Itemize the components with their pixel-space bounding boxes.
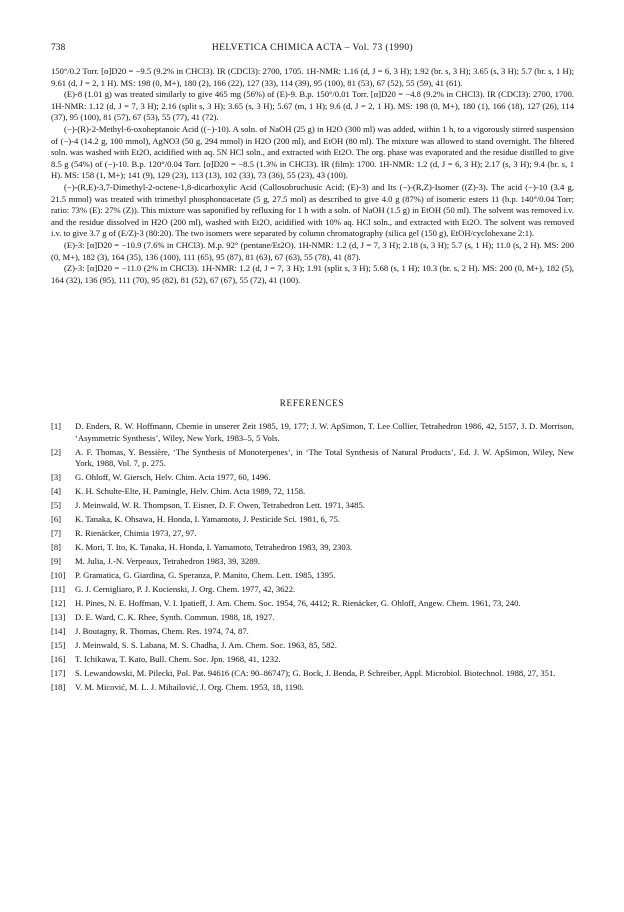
reference-item xyxy=(51,640,574,652)
reference-number: [4] xyxy=(51,486,62,497)
reference-text: V. M. Micović, M. L. J. Mihailović, J. Org. Chem. 1953, 18, 1190. xyxy=(75,681,304,692)
reference-item xyxy=(51,528,574,540)
reference-item xyxy=(51,570,574,582)
reference-item xyxy=(51,514,574,526)
reference-text: D. E. Ward, C. K. Rhee, Synth. Commun. 1988, 18, 1927. xyxy=(75,612,275,622)
paragraph: 150°/0.2 Torr. [α]D20 = −9.5 (9.2% in CHCl3). IR (CDCl3): 2700, 1705. 1H-NMR: 1.16 (d, J = 6, 3 H); 1.92 (br. s, 3 H); 3.65 (s, 3 H); 5.7 (br. s, 1 H); 9.61 (d, J = 2, 1 H). MS: 198 (0, M+), 180 (2), 166 (22), 127 (33), 114 (39), 95 (100), 81 (53), 67 (52), 55 (59), 41 (61). xyxy=(51,66,574,88)
reference-number: [2] xyxy=(51,446,62,457)
reference-item xyxy=(51,472,574,484)
reference-text: K. H. Schulte-Elte, H. Pamingle, Helv. Chim. Acta 1989, 72, 1158. xyxy=(75,486,306,497)
paragraph: (E)-8 (1.01 g) was treated similarly to give 465 mg (56%) of (E)-9. B.p. 150°/0.01 Torr. [α]D20 = −4.8 (9.2% in CHCl3). IR (CDCl3): 2700, 1700. 1H-NMR: 1.12 (d, J = 7, 3 H); 2.16 (split s, 3 H); 3.65 (s, 3 H); 5.67 (m, 1 H); 9.6 (d, J = 2, 1 H). MS: 198 (0, M+), 180 (1), 166 (18), 127 (26), 114 (37), 95 (100), 81 (57), 67 (53), 55 (77), 41 (72). xyxy=(51,89,574,123)
reference-item xyxy=(51,584,574,596)
reference-number: [14] xyxy=(51,625,66,636)
reference-item xyxy=(51,626,574,638)
reference-text: M. Julia, J.-N. Verpeaux, Tetrahedron 1983, 39, 3289. xyxy=(75,556,261,567)
reference-text: S. Lewandowski, M. Pilecki, Pol. Pat. 94616 (CA: 90–86747); G. Bock, J. Benda, P. Schreiber, Appl. Microbiol. Biotechnol. 1988, 27, 351. xyxy=(75,667,556,678)
reference-item xyxy=(51,486,574,498)
reference-list xyxy=(51,421,574,696)
reference-text: P. Gramatica, G. Giardina, G. Speranza, P. Manito, Chem. Lett. 1985, 1395. xyxy=(75,570,336,581)
reference-item xyxy=(51,500,574,512)
reference-number: [17] xyxy=(51,667,66,678)
reference-number: [13] xyxy=(51,612,66,622)
page-number: 738 xyxy=(51,43,66,53)
reference-number: [15] xyxy=(51,639,66,650)
reference-number: [16] xyxy=(51,653,66,664)
reference-text: J. Boutagny, R. Thomas, Chem. Res. 1974, 74, 87. xyxy=(75,625,249,636)
reference-number: [6] xyxy=(51,514,62,525)
reference-number: [3] xyxy=(51,472,62,483)
reference-item xyxy=(51,668,574,680)
reference-text: R. Rienäcker, Chimia 1973, 27, 97. xyxy=(75,528,197,539)
reference-number: [1] xyxy=(51,421,62,431)
experimental-text xyxy=(51,66,574,286)
reference-text: K. Mori, T. Ito, K. Tanaka, H. Honda, I. Yamamoto, Tetrahedron 1983, 39, 2303. xyxy=(75,542,353,553)
page-header xyxy=(51,43,574,57)
reference-item xyxy=(51,682,574,694)
reference-text: G. J. Cernigliaro, P. J. Kocienski, J. Org. Chem. 1977, 42, 3622. xyxy=(75,584,296,595)
paragraph: (−)-(R)-2-Methyl-6-oxoheptanoic Acid ((−)-10). A soln. of NaOH (25 g) in H2O (300 ml) was added, within 1 h, to a vigorously stirred suspension of (−)-4 (14.2 g, 100 mmol), AgNO3 (50 g, 294 mmol) in H2O (200 ml), and EtOH (80 ml). The mixture was allowed to stand overnight. The filtered soln. was washed with Et2O, acidified with aq. 5N HCl soln., and extracted with Et2O. The org. phase was evaporated and the residue distilled to give 8.5 g (54%) of (−)-10. B.p. 120°/0.04 Torr. [α]D20 = −8.5 (1.3% in CHCl3). IR (film): 1700. 1H-NMR: 1.2 (d, J = 6, 3 H); 2.17 (s, 3 H); 9.4 (br. s, 1 H). MS: 158 (1, M+); 141 (9), 129 (23), 113 (13), 102 (33), 73 (36), 55 (23), 43 (100). xyxy=(51,123,574,181)
reference-text: K. Tanaka, K. Ohsawa, H. Honda, I. Yamamoto, J. Pesticide Sci. 1981, 6, 75. xyxy=(75,514,340,525)
reference-number: [7] xyxy=(51,528,62,539)
reference-number: [9] xyxy=(51,556,62,567)
reference-text: A. F. Thomas, Y. Bessière, ‘The Synthesis of Monoterpenes’, in ‘The Total Synthesis of Natural Products’, Ed. J. W. ApSimon, Wiley, New York, 1988, Vol. 7, p. 275. xyxy=(75,446,574,469)
reference-number: [5] xyxy=(51,500,62,511)
reference-item xyxy=(51,654,574,666)
reference-number: [8] xyxy=(51,542,62,553)
paragraph: (E)-3: [α]D20 = −10.9 (7.6% in CHCl3). M.p. 92° (pentane/Et2O). 1H-NMR: 1.2 (d, J = 7, 3 H); 2.18 (s, 3 H); 5.7 (s, 1 H); 11.0 (s, 2 H). MS: 200 (0, M+), 182 (3), 164 (35), 136 (100), 111 (65), 95 (87), 81 (63), 67 (63), 55 (78), 41 (87). xyxy=(51,239,574,262)
running-head: HELVETICA CHIMICA ACTA – Vol. 73 (1990) xyxy=(211,43,414,53)
reference-number: [10] xyxy=(51,570,66,581)
reference-number: [11] xyxy=(51,584,65,595)
reference-text: H. Pines, N. E. Hoffman, V. I. Ipatieff, J. Am. Chem. Soc. 1954, 76, 4412; R. Rienäcker, G. Ohloff, Angew. Chem. 1961, 73, 240. xyxy=(75,598,521,609)
references-heading: REFERENCES xyxy=(279,398,345,408)
reference-item xyxy=(51,447,574,470)
paragraph: (Z)-3: [α]D20 = −11.0 (2% in CHCl3). 1H-NMR: 1.2 (d, J = 7, 3 H); 1.91 (split s, 3 H); 5.68 (s, 1 H); 10.3 (br. s, 2 H). MS: 200 (0, M+), 182 (5), 164 (32), 136 (95), 111 (70), 95 (82), 81 (52), 67 (67), 55 (72), 41 (100). xyxy=(51,263,574,285)
reference-text: G. Ohloff, W. Giersch, Helv. Chim. Acta 1977, 60, 1496. xyxy=(75,472,271,483)
reference-item xyxy=(51,598,574,610)
reference-number: [18] xyxy=(51,681,66,692)
paragraph: (−)-(R,E)-3,7-Dimethyl-2-octene-1,8-dicarboxylic Acid (Callosobruchusic Acid; (E)-3) and Its (−)-(R,Z)-Isomer ((Z)-3). The acid (−)-10 (3.4 g, 21.5 mmol) was treated with trimethyl phosphonoacetate (5 g, 27.5 mol) as described to give 4.0 g (87%) of isomeric esters 11 (b.p. 140°/0.04 Torr; ratio: 73% (E): 27% (Z)). This mixture was saponified by refluxing for 1 h with a soln. of NaOH (1.5 g) in EtOH (50 ml). The solvent was removed i.v. and the residue dissolved in H2O (200 ml), washed with Et2O, acidified with 10% aq. HCl soln., and extracted with Et2O. The solvent was removed i.v. to give 3.7 g of (E/Z)-3 (80:20). The two isomers were separated by column chromatography (silica gel (150 g), EtOH/cyclohexane 2:1). xyxy=(51,181,574,239)
reference-item xyxy=(51,542,574,554)
reference-number: [12] xyxy=(51,598,66,609)
reference-text: T. Ichikawa, T. Kato, Bull. Chem. Soc. Jpn. 1968, 41, 1232. xyxy=(75,653,281,664)
reference-item xyxy=(51,556,574,568)
reference-text: J. Meinwald, W. R. Thompson, T. Eisner, D. F. Owen, Tetrahedron Lett. 1971, 3485. xyxy=(75,500,365,511)
reference-text: D. Enders, R. W. Hoffmann, Chemie in unserer Zeit 1985, 19, 177; J. W. ApSimon, T. Lee Collier, Tetrahedron 1986, 42, 5157, J. D. Morrison, ‘Asymmetric Synthesis’, Wiley, New York, 1983–5, 5 Vols. xyxy=(75,421,574,443)
reference-item xyxy=(51,421,574,444)
reference-item xyxy=(51,612,574,624)
reference-text: J. Meinwald, S. S. Labana, M. S. Chadha, J. Am. Chem. Soc. 1963, 85, 582. xyxy=(75,639,337,650)
